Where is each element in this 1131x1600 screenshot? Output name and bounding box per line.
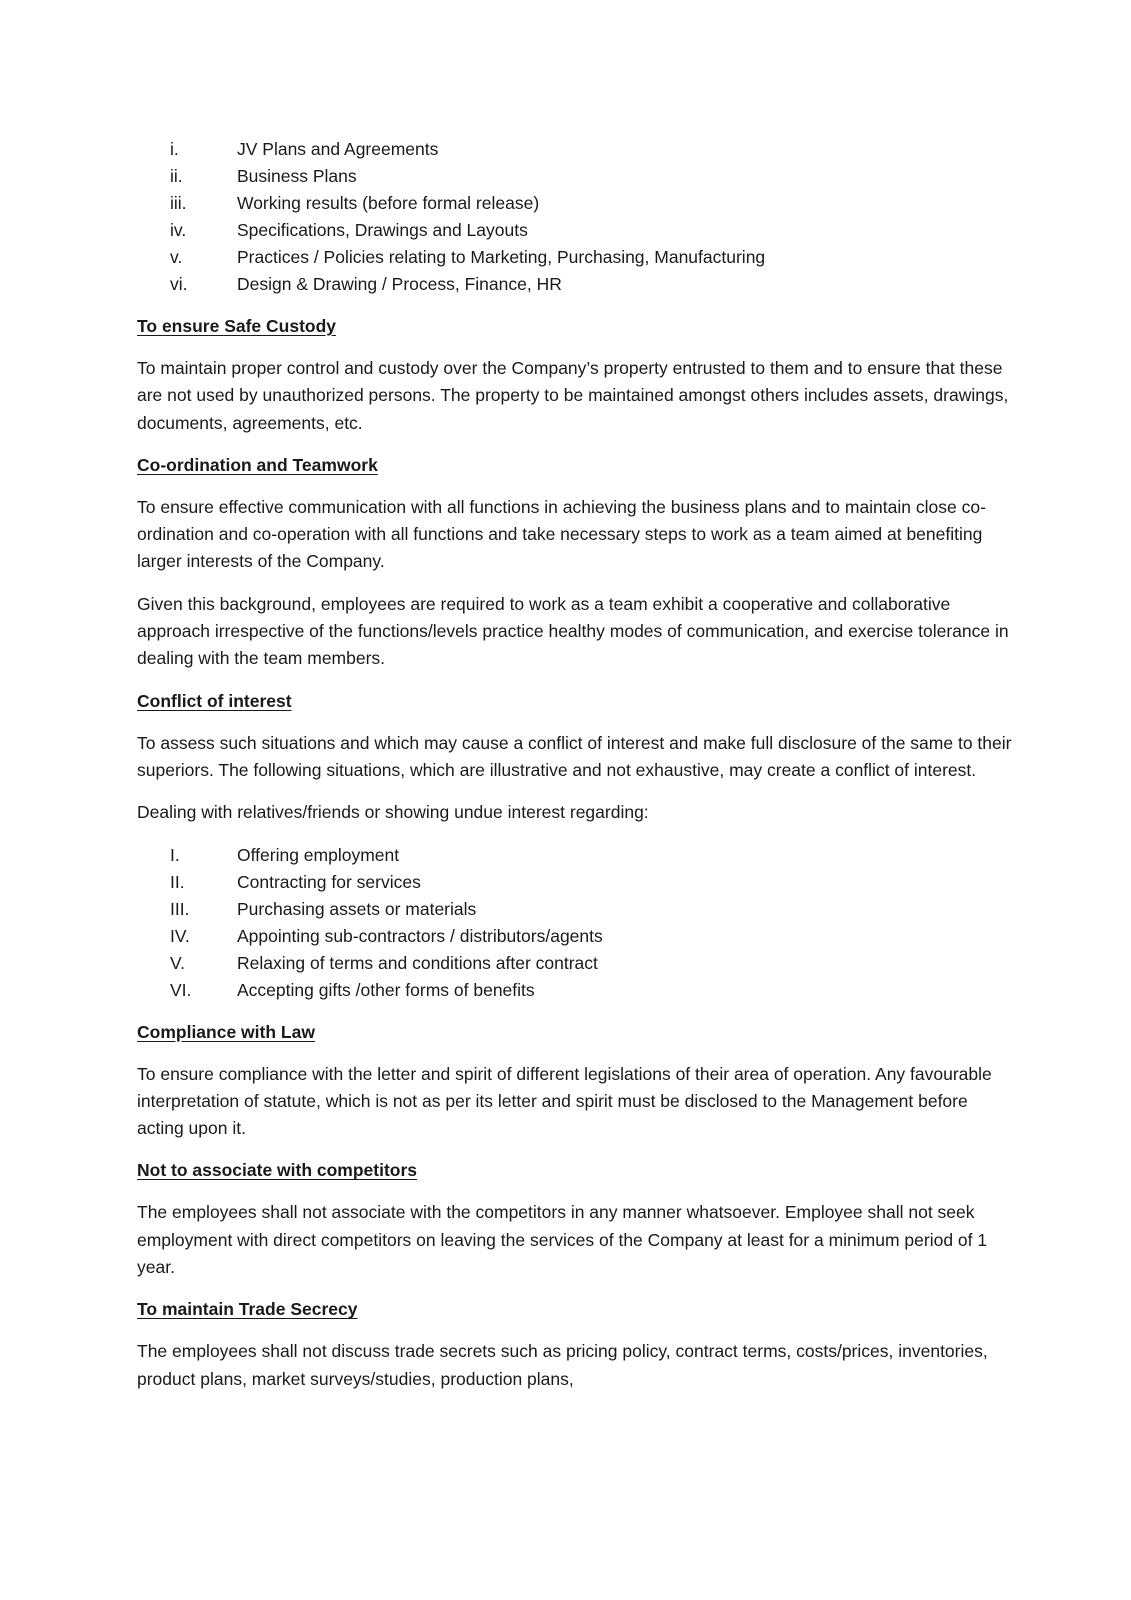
list-item <box>137 842 1017 869</box>
list-number: I. <box>170 844 180 865</box>
list-item <box>137 190 1017 217</box>
para-compliance: To ensure compliance with the letter and spirit of different legislations of their area of operation. Any favourable interpretation of statute, which is not as per its letter and spirit must be disclosed to the Management before acting upon it. <box>137 1063 992 1139</box>
list-text: Relaxing of terms and conditions after contract <box>237 952 598 973</box>
list-item <box>137 271 1017 298</box>
list-number: ii. <box>170 166 183 186</box>
list-number: iii. <box>170 193 187 213</box>
conflict-situations-list <box>137 842 1017 1004</box>
list-number: VI. <box>170 979 192 1000</box>
heading-safe-custody: To ensure Safe Custody <box>137 316 337 336</box>
heading-conflict: Conflict of interest <box>137 690 292 711</box>
list-number: iv. <box>170 220 187 240</box>
list-number: v. <box>170 247 183 267</box>
para-coordination-2: Given this background, employees are required to work as a team exhibit a cooperative and collaborative approach irrespective of the functions/levels practice healthy modes of communication, and exercise tolerance in dealing with the team members. <box>137 593 1009 669</box>
confidential-items-list <box>137 136 1017 298</box>
list-text: Offering employment <box>237 844 400 865</box>
list-text: Practices / Policies relating to Marketing, Purchasing, Manufacturing <box>237 247 766 267</box>
para-conflict-2: Dealing with relatives/friends or showing undue interest regarding: <box>137 802 649 823</box>
list-number: i. <box>170 139 179 159</box>
list-text: Specifications, Drawings and Layouts <box>237 220 528 240</box>
list-item <box>137 136 1017 163</box>
list-item <box>137 896 1017 923</box>
heading-trade-secrecy: To maintain Trade Secrecy <box>137 1299 358 1320</box>
list-text: JV Plans and Agreements <box>237 139 439 159</box>
para-safe-custody: To maintain proper control and custody over the Company’s property entrusted to them and to ensure that these are not used by unauthorized persons. The property to be maintained amongst others includes assets, drawings, documents, agreements, etc. <box>137 358 1009 433</box>
list-item <box>137 244 1017 271</box>
list-item <box>137 163 1017 190</box>
heading-compliance: Compliance with Law <box>137 1021 315 1042</box>
document-page <box>137 136 1017 1393</box>
list-item <box>137 217 1017 244</box>
list-text: Contracting for services <box>237 871 421 892</box>
para-coordination-1: To ensure effective communication with all functions in achieving the business plans and to maintain close co-ordination and co-operation with all functions and take necessary steps to work as a team aimed at benefiting larger interests of the Company. <box>137 496 986 572</box>
para-competitors: The employees shall not associate with the competitors in any manner whatsoever. Employee shall not seek employment with direct competitors on leaving the services of the Company at least for a minimum period of 1 year. <box>137 1202 988 1278</box>
list-number: V. <box>170 952 185 973</box>
list-number: vi. <box>170 274 188 294</box>
list-number: III. <box>170 898 190 919</box>
list-text: Appointing sub-contractors / distributors/agents <box>237 925 603 946</box>
list-text: Accepting gifts /other forms of benefits <box>237 979 535 1000</box>
list-text: Design & Drawing / Process, Finance, HR <box>237 274 562 294</box>
list-text: Working results (before formal release) <box>237 193 540 213</box>
list-item <box>137 977 1017 1004</box>
list-text: Purchasing assets or materials <box>237 898 477 919</box>
list-number: IV. <box>170 925 190 946</box>
para-conflict-1: To assess such situations and which may cause a conflict of interest and make full disclosure of the same to their superiors. The following situations, which are illustrative and not exhaustive, may create a conflict of interest. <box>137 732 1012 780</box>
list-text: Business Plans <box>237 166 357 186</box>
heading-competitors: Not to associate with competitors <box>137 1160 418 1181</box>
list-item <box>137 869 1017 896</box>
list-item <box>137 950 1017 977</box>
list-item <box>137 923 1017 950</box>
para-trade-secrecy: The employees shall not discuss trade secrets such as pricing policy, contract terms, costs/prices, inventories, product plans, market surveys/studies, production plans, <box>137 1341 988 1389</box>
list-number: II. <box>170 871 185 892</box>
heading-coordination: Co-ordination and Teamwork <box>137 454 378 475</box>
